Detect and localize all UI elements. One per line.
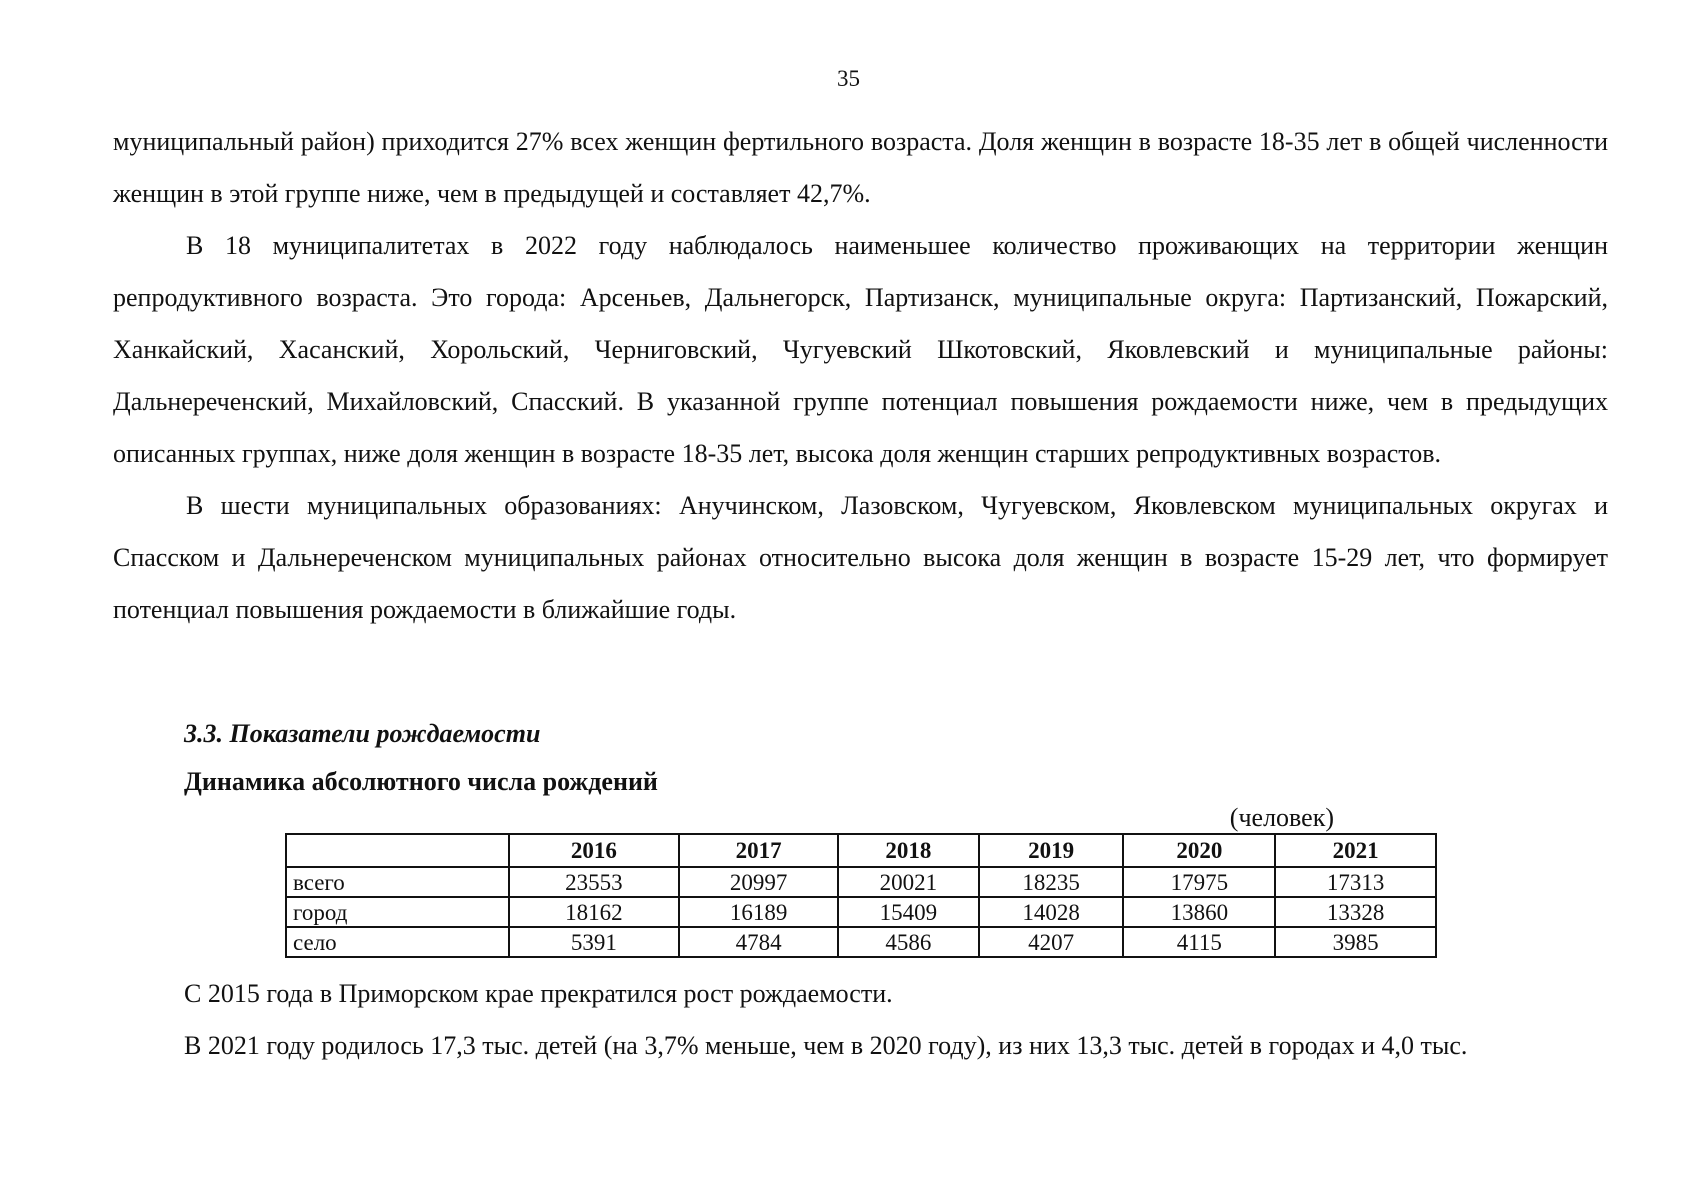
table-title: Динамика абсолютного числа рождений <box>184 767 658 796</box>
column-header: 2021 <box>1275 834 1436 867</box>
table-cell: 5391 <box>509 927 680 957</box>
table-cell: 17975 <box>1123 867 1275 897</box>
table-row <box>286 867 1436 897</box>
paragraph-young-women-share: В шести муниципальных образованиях: Анучинском, Лазовском, Чугуевском, Яковлевском муниципальных округах и Спасском и Дальнереченском муниципальных районах относительно высока доля женщин в возрасте 15-29 лет, что формирует потенциал повышения рождаемости в ближайшие годы. <box>113 491 1608 624</box>
table-cell: 20021 <box>838 867 979 897</box>
paragraph-continuation: муниципальный район) приходится 27% всех женщин фертильного возраста. Доля женщин в возрасте 18-35 лет в общей численности женщин в этой группе ниже, чем в предыдущей и составляет 42,7%. <box>113 127 1608 208</box>
table-units: (человек) <box>1229 803 1334 832</box>
after-table-text <box>184 968 1608 1072</box>
page-number: 35 <box>837 66 860 91</box>
table-cell: 4115 <box>1123 927 1275 957</box>
column-header: 2017 <box>679 834 838 867</box>
body-text <box>113 116 1608 636</box>
section-heading: 3.3. Показатели рождаемости <box>184 719 541 748</box>
table-header-row <box>286 834 1436 867</box>
table-cell: 18235 <box>979 867 1124 897</box>
column-header: 2016 <box>509 834 680 867</box>
column-header: 2019 <box>979 834 1124 867</box>
paragraph-birth-growth-stopped: С 2015 года в Приморском крае прекратился рост рождаемости. <box>184 979 893 1008</box>
row-label: всего <box>286 867 509 897</box>
table-cell: 4586 <box>838 927 979 957</box>
column-header: 2018 <box>838 834 979 867</box>
table-cell: 15409 <box>838 897 979 927</box>
table-cell: 23553 <box>509 867 680 897</box>
table-row <box>286 897 1436 927</box>
table-cell: 14028 <box>979 897 1124 927</box>
births-table <box>285 833 1437 958</box>
table-cell: 13328 <box>1275 897 1436 927</box>
row-label: город <box>286 897 509 927</box>
table-cell: 4207 <box>979 927 1124 957</box>
table-cell: 3985 <box>1275 927 1436 957</box>
paragraph-births-2021: В 2021 году родилось 17,3 тыс. детей (на 3,7% меньше, чем в 2020 году), из них 13,3 тыс. детей в городах и 4,0 тыс. <box>184 1031 1468 1060</box>
paragraph-small-municipalities: В 18 муниципалитетах в 2022 году наблюдалось наименьшее количество проживающих на территории женщин репродуктивного возраста. Это города: Арсеньев, Дальнегорск, Партизанск, муниципальные округа: Партизанский, Пожарский, Ханкайский, Хасанский, Хорольский, Черниговский, Чугуевский Шкотовский, Яковлевский и муниципальные районы: Дальнереченский, Михайловский, Спасский. В указанной группе потенциал повышения рождаемости ниже, чем в предыдущих описанных группах, ниже доля женщин в возрасте 18-35 лет, высока доля женщин старших репродуктивных возрастов. <box>113 231 1608 468</box>
table-row <box>286 927 1436 957</box>
table-cell: 20997 <box>679 867 838 897</box>
table-corner-cell <box>286 834 509 867</box>
row-label: село <box>286 927 509 957</box>
table-cell: 18162 <box>509 897 680 927</box>
table-cell: 17313 <box>1275 867 1436 897</box>
table-cell: 4784 <box>679 927 838 957</box>
table-cell: 13860 <box>1123 897 1275 927</box>
column-header: 2020 <box>1123 834 1275 867</box>
table-cell: 16189 <box>679 897 838 927</box>
